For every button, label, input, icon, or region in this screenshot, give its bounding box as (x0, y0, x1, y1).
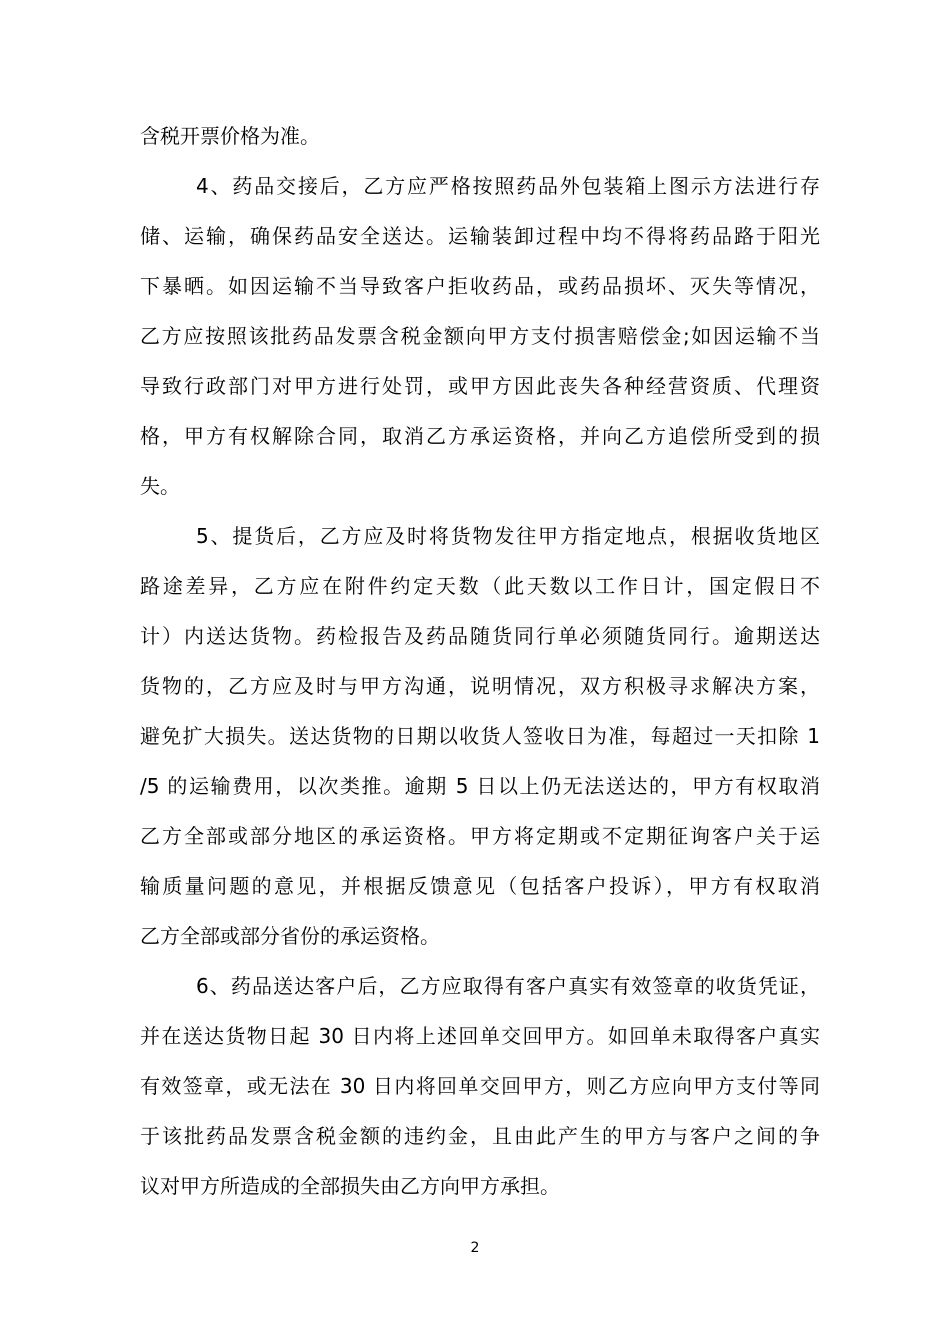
text-line: 有效签章，或无法在 30 日内将回单交回甲方，则乙方应向甲方支付等同 (140, 1074, 820, 1098)
text-line: 储、运输，确保药品安全送达。运输装卸过程中均不得将药品路于阳光 (140, 224, 820, 248)
text-line: 议对甲方所造成的全部损失由乙方向甲方承担。 (140, 1174, 560, 1198)
text-line: 货物的，乙方应及时与甲方沟通，说明情况，双方积极寻求解决方案， (140, 674, 820, 698)
text-line: 含税开票价格为准。 (140, 124, 320, 148)
text-line: 计）内送达货物。药检报告及药品随货同行单必须随货同行。逾期送达 (140, 624, 820, 648)
text-line: 路途差异，乙方应在附件约定天数（此天数以工作日计，国定假日不 (140, 574, 820, 598)
text-line: 乙方全部或部分省份的承运资格。 (140, 924, 440, 948)
text-line: 导致行政部门对甲方进行处罚，或甲方因此丧失各种经营资质、代理资 (140, 374, 820, 398)
text-line: 失。 (140, 474, 180, 498)
page-number: 2 (470, 1240, 480, 1256)
text-line: 6、药品送达客户后，乙方应取得有客户真实有效签章的收货凭证， (196, 974, 820, 998)
text-line: 输质量问题的意见，并根据反馈意见（包括客户投诉），甲方有权取消 (140, 874, 820, 898)
text-line: 4、药品交接后，乙方应严格按照药品外包装箱上图示方法进行存 (196, 174, 820, 198)
text-line: 并在送达货物日起 30 日内将上述回单交回甲方。如回单未取得客户真实 (140, 1024, 820, 1048)
text-line: 避免扩大损失。送达货物的日期以收货人签收日为准，每超过一天扣除 1 (140, 724, 820, 748)
text-line: 5、提货后，乙方应及时将货物发往甲方指定地点，根据收货地区 (196, 524, 820, 548)
text-line: /5 的运输费用，以次类推。逾期 5 日以上仍无法送达的，甲方有权取消 (140, 774, 820, 798)
text-line: 格，甲方有权解除合同，取消乙方承运资格，并向乙方追偿所受到的损 (140, 424, 820, 448)
text-line: 下暴晒。如因运输不当导致客户拒收药品，或药品损坏、灭失等情况， (140, 274, 820, 298)
text-line: 于该批药品发票含税金额的违约金，且由此产生的甲方与客户之间的争 (140, 1124, 820, 1148)
text-line: 乙方全部或部分地区的承运资格。甲方将定期或不定期征询客户关于运 (140, 824, 820, 848)
text-line: 乙方应按照该批药品发票含税金额向甲方支付损害赔偿金;如因运输不当 (140, 324, 820, 348)
